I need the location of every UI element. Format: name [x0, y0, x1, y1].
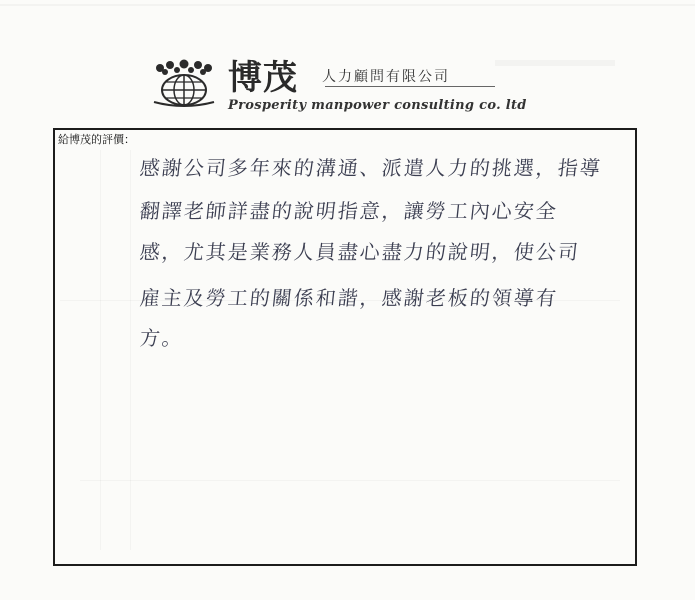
scan-shadow-line — [0, 4, 695, 6]
company-name: 博茂 — [228, 58, 298, 98]
comment-line: 感謝公司多年來的溝通、派遣人力的挑選，指導 — [138, 156, 604, 180]
comment-line: 方。 — [138, 326, 186, 350]
comment-line: 翻譯老師詳盡的說明指意，讓勞工內心安全 — [138, 199, 560, 223]
comment-box-label: 給博茂的評價： — [58, 133, 135, 146]
header-rule — [325, 86, 495, 87]
company-tagline: 人力顧問有限公司 — [322, 69, 450, 85]
comment-line: 感，尤其是業務人員盡心盡力的說明，使公司 — [138, 240, 582, 264]
comment-line: 雇主及勞工的關係和諧，感謝老板的領導有 — [138, 286, 560, 310]
globe-logo-icon — [148, 58, 220, 108]
company-english-name: Prosperity manpower consulting co. ltd — [228, 98, 527, 113]
scan-shadow-line — [495, 60, 615, 66]
